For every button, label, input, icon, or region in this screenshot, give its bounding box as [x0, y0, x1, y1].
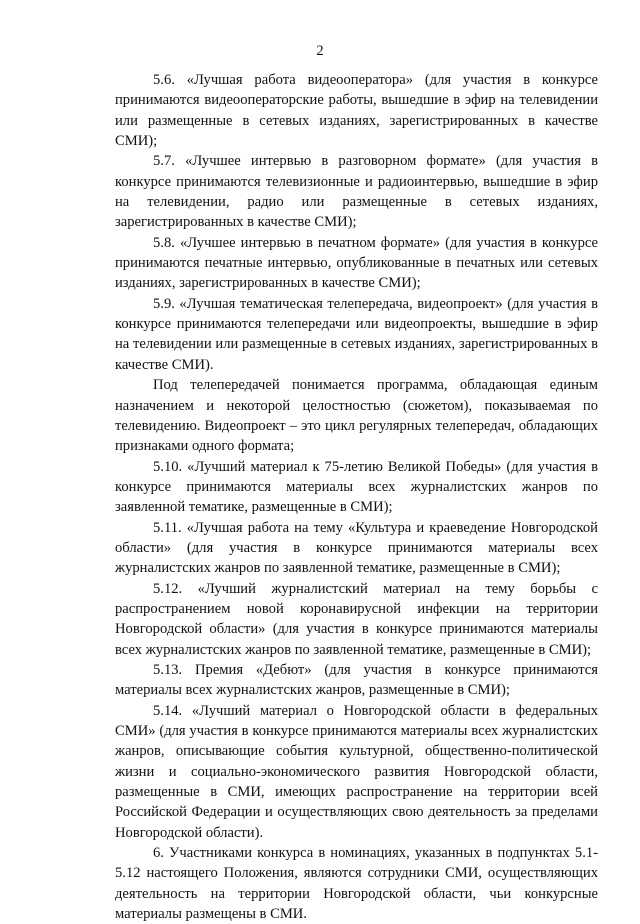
paragraph-6: 6. Участниками конкурса в номинациях, указанных в подпунктах 5.1-5.12 настоящего Положения, являются сотрудники СМИ, осуществляющих деятельность на территории Новгородской области, чьи конкурсные материалы размещены в СМИ.	[115, 845, 598, 923]
paragraph-5-9: 5.9. «Лучшая тематическая телепередача, видеопроект» (для участия в конкурсе принимаются телепередачи или видеопроекты, вышедшие в эфир на телевидении или размещенные в сетевых изданиях, зарегистрированных в качестве СМИ).	[115, 295, 598, 373]
paragraph-5-13: 5.13. Премия «Дебют» (для участия в конкурсе принимаются материалы всех журналистских жанров, размещенные в СМИ);	[115, 661, 598, 699]
paragraph-telecast-definition: Под телепередачей понимается программа, обладающая единым назначением и некоторой целостностью (сюжетом), показываемая по телевидению. Видеопроект – это цикл регулярных телепередач, обладающих признаками одного формата;	[115, 377, 598, 455]
paragraph-5-11: 5.11. «Лучшая работа на тему «Культура и краеведение Новгородской области» (для участия в конкурсе принимаются материалы всех журналистских жанров по заявленной тематике, размещенные в СМИ);	[115, 519, 598, 577]
paragraph-5-10: 5.10. «Лучший материал к 75-летию Великой Победы» (для участия в конкурсе принимаются материалы всех журналистских жанров по заявленной тематике, размещенные в СМИ);	[115, 458, 598, 516]
page-number: 2	[316, 43, 324, 59]
document-body	[115, 70, 598, 924]
paragraph-5-12: 5.12. «Лучший журналистский материал на тему борьбы с распространением новой коронавирусной инфекции на территории Новгородской области» (для участия в конкурсе принимаются материалы всех журналистских жанров по заявленной тематике, размещенные в СМИ);	[115, 580, 598, 658]
paragraph-5-8: 5.8. «Лучшее интервью в печатном формате» (для участия в конкурсе принимаются печатные интервью, опубликованные в печатных или сетевых изданиях, зарегистрированных в качестве СМИ);	[115, 234, 598, 292]
paragraph-5-7: 5.7. «Лучшее интервью в разговорном формате» (для участия в конкурсе принимаются телевизионные и радиоинтервью, вышедшие в эфир на телевидении, радио или размещенные в сетевых изданиях, зарегистрированных в качестве СМИ);	[115, 153, 598, 231]
paragraph-5-14: 5.14. «Лучший материал о Новгородской области в федеральных СМИ» (для участия в конкурсе принимаются материалы всех журналистских жанров, описывающие события культурной, общественно-политической жизни и социально-экономического развития Новгородской области, размещенные в СМИ, имеющих распространение на территории всей Российской Федерации и осуществляющих свою деятельность за пределами Новгородской области).	[115, 702, 598, 841]
paragraph-5-6: 5.6. «Лучшая работа видеооператора» (для участия в конкурсе принимаются видеооператорские работы, вышедшие в эфир на телевидении или размещенные в сетевых изданиях, зарегистрированных в качестве СМИ);	[115, 72, 598, 150]
